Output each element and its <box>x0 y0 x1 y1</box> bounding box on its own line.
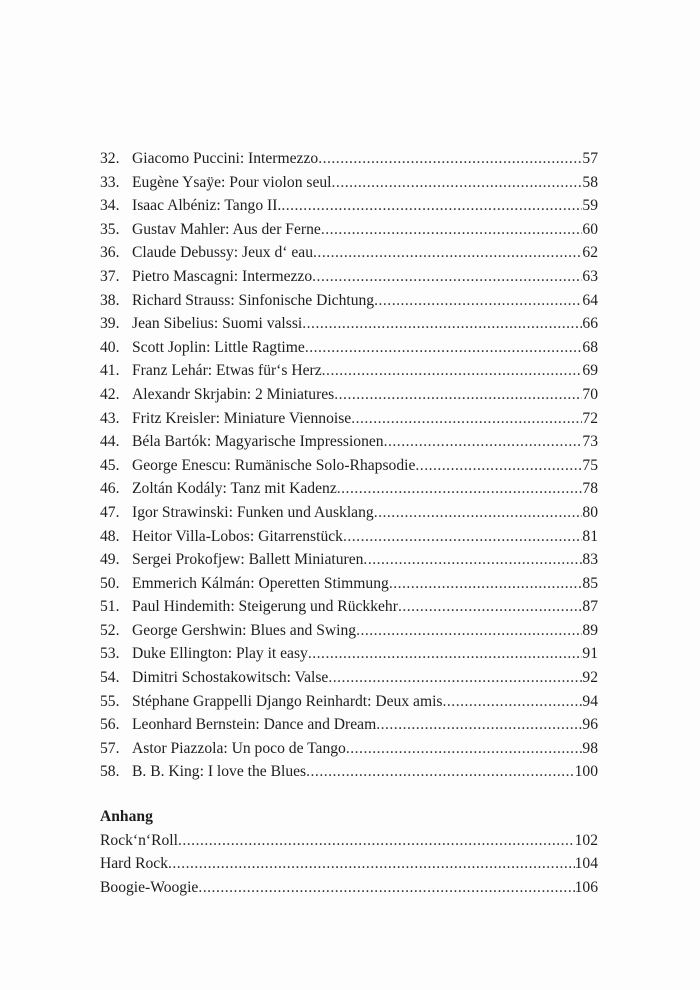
toc-entry <box>100 171 598 195</box>
toc-entry <box>100 595 598 619</box>
toc-entry <box>100 407 598 431</box>
entry-number: 41. <box>100 362 120 380</box>
dot-leader <box>363 548 582 572</box>
dot-leader <box>389 572 583 596</box>
entry-page-number: 85 <box>582 574 598 592</box>
entry-number: 51. <box>100 598 120 616</box>
entry-page-number: 98 <box>582 739 598 757</box>
entry-title: Duke Ellington: Play it easy <box>132 645 308 663</box>
toc-entry <box>100 477 598 501</box>
entry-page-number: 87 <box>582 598 598 616</box>
toc-entry <box>100 501 598 525</box>
entry-title: Emmerich Kálmán: Operetten Stimmung <box>132 574 389 592</box>
entry-page-number: 58 <box>582 173 598 191</box>
entry-page-number: 83 <box>582 551 598 569</box>
dot-leader <box>443 690 583 714</box>
entry-page-number: 104 <box>574 855 598 873</box>
toc-entry <box>100 713 598 737</box>
appendix-entry <box>100 852 598 876</box>
toc-entry <box>100 147 598 171</box>
dot-leader <box>398 595 582 619</box>
toc-entry <box>100 194 598 218</box>
entry-title: B. B. King: I love the Blues <box>132 763 307 781</box>
entry-title: Pietro Mascagni: Intermezzo <box>132 267 313 285</box>
entry-number: 39. <box>100 315 120 333</box>
entry-page-number: 100 <box>574 763 598 781</box>
dot-leader <box>306 760 574 784</box>
entry-title: Richard Strauss: Sinfonische Dichtung <box>132 291 375 309</box>
entry-page-number: 106 <box>574 878 598 896</box>
entry-title: Zoltán Kodály: Tanz mit Kadenz <box>132 480 337 498</box>
appendix-section <box>100 805 598 899</box>
entry-page-number: 102 <box>574 831 598 849</box>
entry-title: Isaac Albéniz: Tango II. <box>132 197 282 215</box>
entry-number: 49. <box>100 551 120 569</box>
appendix-entry <box>100 876 598 900</box>
entry-title: George Enescu: Rumänische Solo-Rhapsodie <box>132 456 416 474</box>
entry-title: Boogie-Woogie <box>100 878 199 896</box>
entry-number: 43. <box>100 409 120 427</box>
dot-leader <box>321 218 583 242</box>
entry-number: 53. <box>100 645 120 663</box>
appendix-entry <box>100 829 598 853</box>
entry-number: 42. <box>100 385 120 403</box>
entry-title: Sergei Prokofjew: Ballett Miniaturen <box>132 551 364 569</box>
dot-leader <box>198 876 574 900</box>
entry-number: 44. <box>100 433 120 451</box>
entry-number: 56. <box>100 716 120 734</box>
entry-page-number: 62 <box>582 244 598 262</box>
toc-entry <box>100 383 598 407</box>
entry-number: 36. <box>100 244 120 262</box>
toc-entry <box>100 666 598 690</box>
dot-leader <box>415 454 582 478</box>
entry-number: 48. <box>100 527 120 545</box>
entry-page-number: 63 <box>582 267 598 285</box>
dot-leader <box>168 852 575 876</box>
dot-leader <box>305 336 583 360</box>
entry-page-number: 89 <box>582 621 598 639</box>
entry-number: 57. <box>100 739 120 757</box>
entry-title: George Gershwin: Blues and Swing <box>132 621 357 639</box>
entry-page-number: 60 <box>582 220 598 238</box>
dot-leader <box>343 525 582 549</box>
entry-number: 45. <box>100 456 120 474</box>
dot-leader <box>328 666 582 690</box>
appendix-list <box>100 829 598 900</box>
entry-title: Franz Lehár: Etwas für‘s Herz <box>132 362 322 380</box>
entry-title: Scott Joplin: Little Ragtime <box>132 338 305 356</box>
toc-entry <box>100 312 598 336</box>
entry-number: 32. <box>100 150 120 167</box>
dot-leader <box>322 359 583 383</box>
toc-entry <box>100 336 598 360</box>
entry-title: Fritz Kreisler: Miniature Viennoise <box>132 409 352 427</box>
dot-leader <box>374 289 582 313</box>
toc-entry <box>100 289 598 313</box>
entry-title: Giacomo Puccini: Intermezzo <box>132 150 319 167</box>
entry-title: Stéphane Grappelli Django Reinhardt: Deux amis <box>132 692 443 710</box>
entry-page-number: 70 <box>582 385 598 403</box>
toc-entry <box>100 548 598 572</box>
dot-leader <box>281 194 582 218</box>
dot-leader <box>334 383 582 407</box>
toc-entry <box>100 690 598 714</box>
toc-entry <box>100 430 598 454</box>
dot-leader <box>332 171 583 195</box>
entry-number: 35. <box>100 220 120 238</box>
entry-page-number: 64 <box>582 291 598 309</box>
entry-page-number: 94 <box>582 692 598 710</box>
entry-title: Jean Sibelius: Suomi valssi <box>132 315 303 333</box>
entry-title: Rock‘n‘Roll <box>100 831 178 849</box>
entry-title: Paul Hindemith: Steigerung und Rückkehr <box>132 598 398 616</box>
entry-title: Dimitri Schostakowitsch: Valse <box>132 669 329 687</box>
toc-entry <box>100 760 598 784</box>
dot-leader <box>312 265 582 289</box>
entry-number: 52. <box>100 621 120 639</box>
entry-title: Heitor Villa-Lobos: Gitarrenstück <box>132 527 343 545</box>
entry-page-number: 69 <box>582 362 598 380</box>
dot-leader <box>308 642 583 666</box>
entry-number: 50. <box>100 574 120 592</box>
entry-title: Eugène Ysaÿe: Pour violon seul <box>132 173 332 191</box>
dot-leader <box>356 619 582 643</box>
entry-number: 47. <box>100 503 120 521</box>
toc-entry <box>100 619 598 643</box>
entry-page-number: 75 <box>582 456 598 474</box>
entry-number: 33. <box>100 173 120 191</box>
toc-entry <box>100 642 598 666</box>
entry-title: Igor Strawinski: Funken und Ausklang <box>132 503 374 521</box>
toc-entry <box>100 737 598 761</box>
dot-leader <box>346 737 583 761</box>
dot-leader <box>313 241 582 265</box>
entry-title: Alexandr Skrjabin: 2 Miniatures <box>132 385 335 403</box>
entry-number: 46. <box>100 480 120 498</box>
toc-entry <box>100 359 598 383</box>
entry-page-number: 81 <box>582 527 598 545</box>
dot-leader <box>318 147 582 171</box>
toc-entry <box>100 572 598 596</box>
entry-page-number: 91 <box>582 645 598 663</box>
entry-title: Astor Piazzola: Un poco de Tango <box>132 739 346 757</box>
dot-leader <box>302 312 582 336</box>
entry-page-number: 80 <box>582 503 598 521</box>
entry-title: Leonhard Bernstein: Dance and Dream <box>132 716 377 734</box>
entry-number: 37. <box>100 267 120 285</box>
entry-title: Claude Debussy: Jeux d‘ eau <box>132 244 314 262</box>
entry-page-number: 78 <box>582 480 598 498</box>
toc-entry <box>100 265 598 289</box>
entry-number: 38. <box>100 291 120 309</box>
appendix-heading: Anhang <box>100 808 153 825</box>
entry-title: Gustav Mahler: Aus der Ferne <box>132 220 321 238</box>
entry-page-number: 59 <box>582 197 598 215</box>
entry-number: 58. <box>100 763 120 781</box>
dot-leader <box>178 829 575 853</box>
entry-title: Hard Rock <box>100 855 168 873</box>
entry-number: 40. <box>100 338 120 356</box>
entry-number: 55. <box>100 692 120 710</box>
entry-page-number: 68 <box>582 338 598 356</box>
toc-entry <box>100 218 598 242</box>
entry-page-number: 57 <box>582 150 598 167</box>
entry-title: Béla Bartók: Magyarische Impressionen <box>132 433 384 451</box>
entry-page-number: 92 <box>582 669 598 687</box>
entry-page-number: 72 <box>582 409 598 427</box>
dot-leader <box>374 501 583 525</box>
entry-number: 34. <box>100 197 120 215</box>
entry-number: 54. <box>100 669 120 687</box>
dot-leader <box>384 430 583 454</box>
toc-entry <box>100 241 598 265</box>
dot-leader <box>351 407 582 431</box>
entry-page-number: 96 <box>582 716 598 734</box>
entry-page-number: 66 <box>582 315 598 333</box>
entry-page-number: 73 <box>582 433 598 451</box>
toc-entry <box>100 525 598 549</box>
toc-entry <box>100 454 598 478</box>
dot-leader <box>376 713 582 737</box>
table-of-contents <box>100 147 598 784</box>
dot-leader <box>337 477 583 501</box>
